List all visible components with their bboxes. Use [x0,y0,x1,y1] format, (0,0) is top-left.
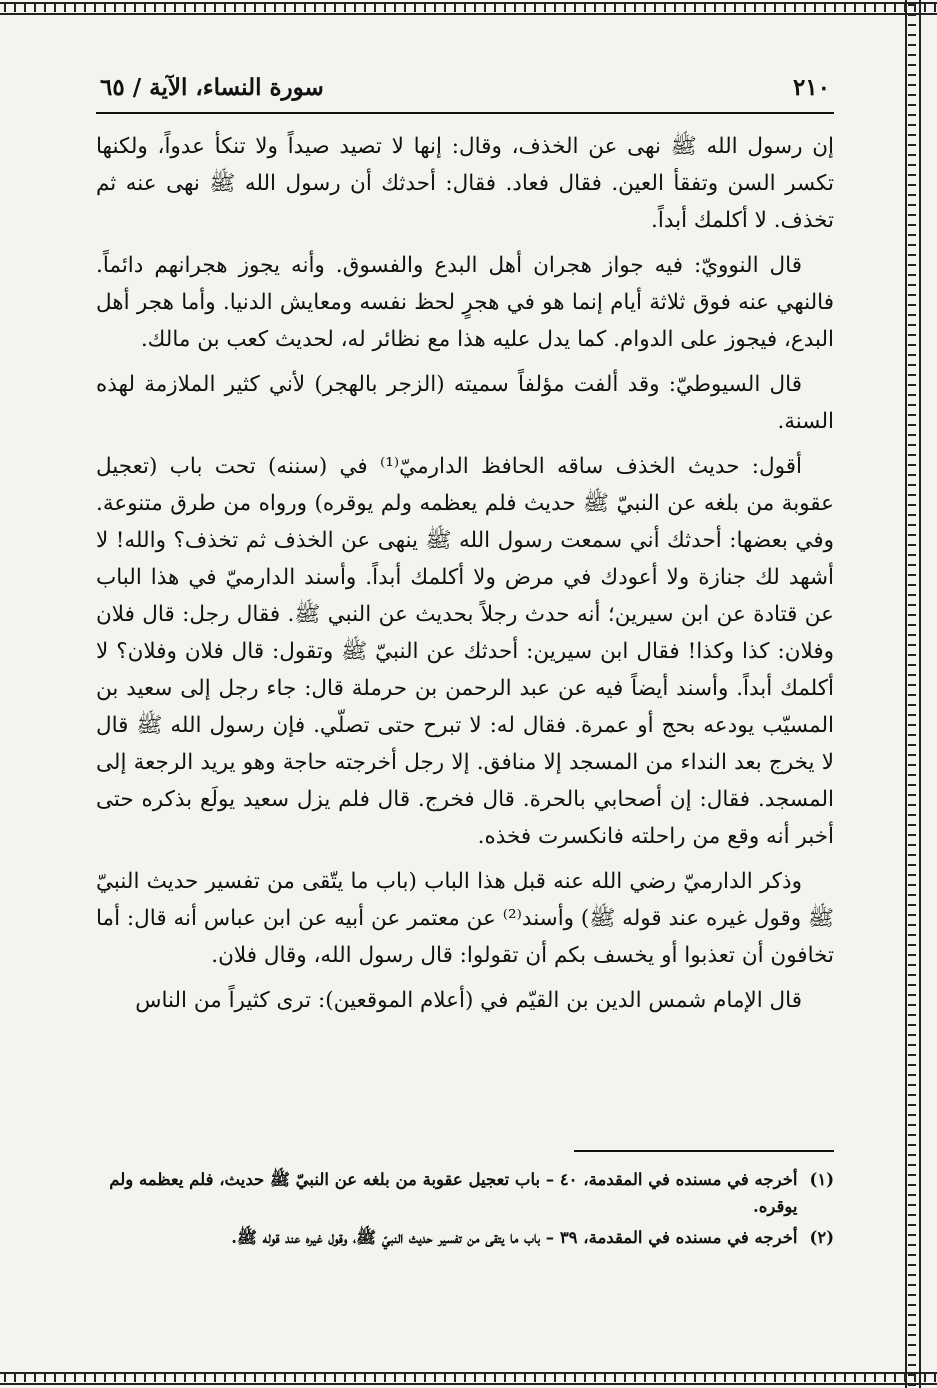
page-header [96,70,834,114]
paragraph: إن رسول الله ﷺ نهى عن الخذف، وقال: إنها لا تصيد صيداً ولا تنكأ عدواً، ولكنها تكسر السن وتفقأ العين. فقال فعاد. فقال: أحدثك أن رسول الله ﷺ نهى عنه ثم تخذف. لا أكلمك أبداً. [96,134,834,233]
paragraph: قال الإمام شمس الدين بن القيّم في (أعلام الموقعين): ترى كثيراً من الناس [135,988,802,1013]
body-text [96,128,834,1019]
footnotes [96,1150,834,1255]
footnote [96,1224,834,1251]
paragraph: وذكر الدارميّ رضي الله عنه قبل هذا الباب (باب ما يتّقى من تفسير حديث النبيّ ﷺ وقول غيره عند قوله ﷺ) وأسند⁽²⁾ عن معتمر عن أبيه عن ابن عباس أنه قال: أما تخافون أن تعذبوا أو يخسف بكم أن تقولوا: قال رسول الله، وقال فلان. [96,869,834,968]
ornamental-border-right [902,0,922,1388]
paragraph: قال السيوطيّ: وقد ألفت مؤلفاً سميته (الزجر بالهجر) لأني كثير الملازمة لهذه السنة. [96,372,834,434]
ornamental-border-top [0,0,937,16]
paragraph: أقول: حديث الخذف ساقه الحافظ الدارميّ⁽¹⁾ في (سننه) تحت باب (تعجيل عقوبة من بلغه عن النبيّ ﷺ حديث فلم يعظمه ولم يوقره) ورواه من طرق متنوعة. وفي بعضها: أحدثك أني سمعت رسول الله ﷺ ينهى عن الخذف ثم تخذف؟ والله! لا أشهد لك جنازة ولا أعودك في مرض ولا أكلمك أبداً. وأسند الدارميّ في هذا الباب عن قتادة عن ابن سيرين؛ أنه حدث رجلاً بحديث عن النبي ﷺ. فقال رجل: قال فلان وفلان: كذا وكذا! فقال ابن سيرين: أحدثك عن النبيّ ﷺ وتقول: قال فلان وفلان؟ لا أكلمك أبداً. وأسند أيضاً فيه عن عبد الرحمن بن حرملة قال: جاء رجل إلى سعيد بن المسيّب يودعه بحج أو عمرة. فقال له: لا تبرح حتى تصلّي. فإن رسول الله ﷺ قال لا يخرج بعد النداء من المسجد إلا منافق. إلا رجل أخرجته حاجة وهو يريد الرجعة إلى المسجد. فقال: إن أصحابي بالحرة. قال فخرج. قال فلم يزل سعيد يولَع بذكره حتى أخبر أنه وقع من راحلته فانكسرت فخذه. [96,454,834,849]
page-content [96,70,834,1027]
paragraph: قال النوويّ: فيه جواز هجران أهل البدع والفسوق. وأنه يجوز هجرانهم دائماً. فالنهي عنه فوق ثلاثة أيام إنما هو في هجرٍ لحظ نفسه ومعايش الدنيا. وأما هجر أهل البدع، فيجوز على الدوام. كما يدل عليه هذا مع نظائر له، لحديث كعب بن مالك. [96,253,834,352]
footnote-text: أخرجه في مسنده في المقدمة، ٤٠ – باب تعجيل عقوبة من بلغه عن النبيّ ﷺ حديث، فلم يعظمه ولم يوقره. [109,1170,798,1216]
page-number: ٢١٠ [792,74,830,101]
footnote-text: أخرجه في مسنده في المقدمة، ٣٩ – باب ما يتقى من تفسير حديث النبيّ ﷺ، وقول غيره عند قوله ﷺ. [231,1228,798,1247]
ornamental-border-bottom [0,1370,937,1386]
footnote-number: (١) [809,1170,834,1189]
running-title: سورة النساء، الآية / ٦٥ [100,74,324,101]
footnote [96,1166,834,1220]
footnote-divider [574,1150,834,1152]
footnote-number: (٢) [809,1228,834,1247]
